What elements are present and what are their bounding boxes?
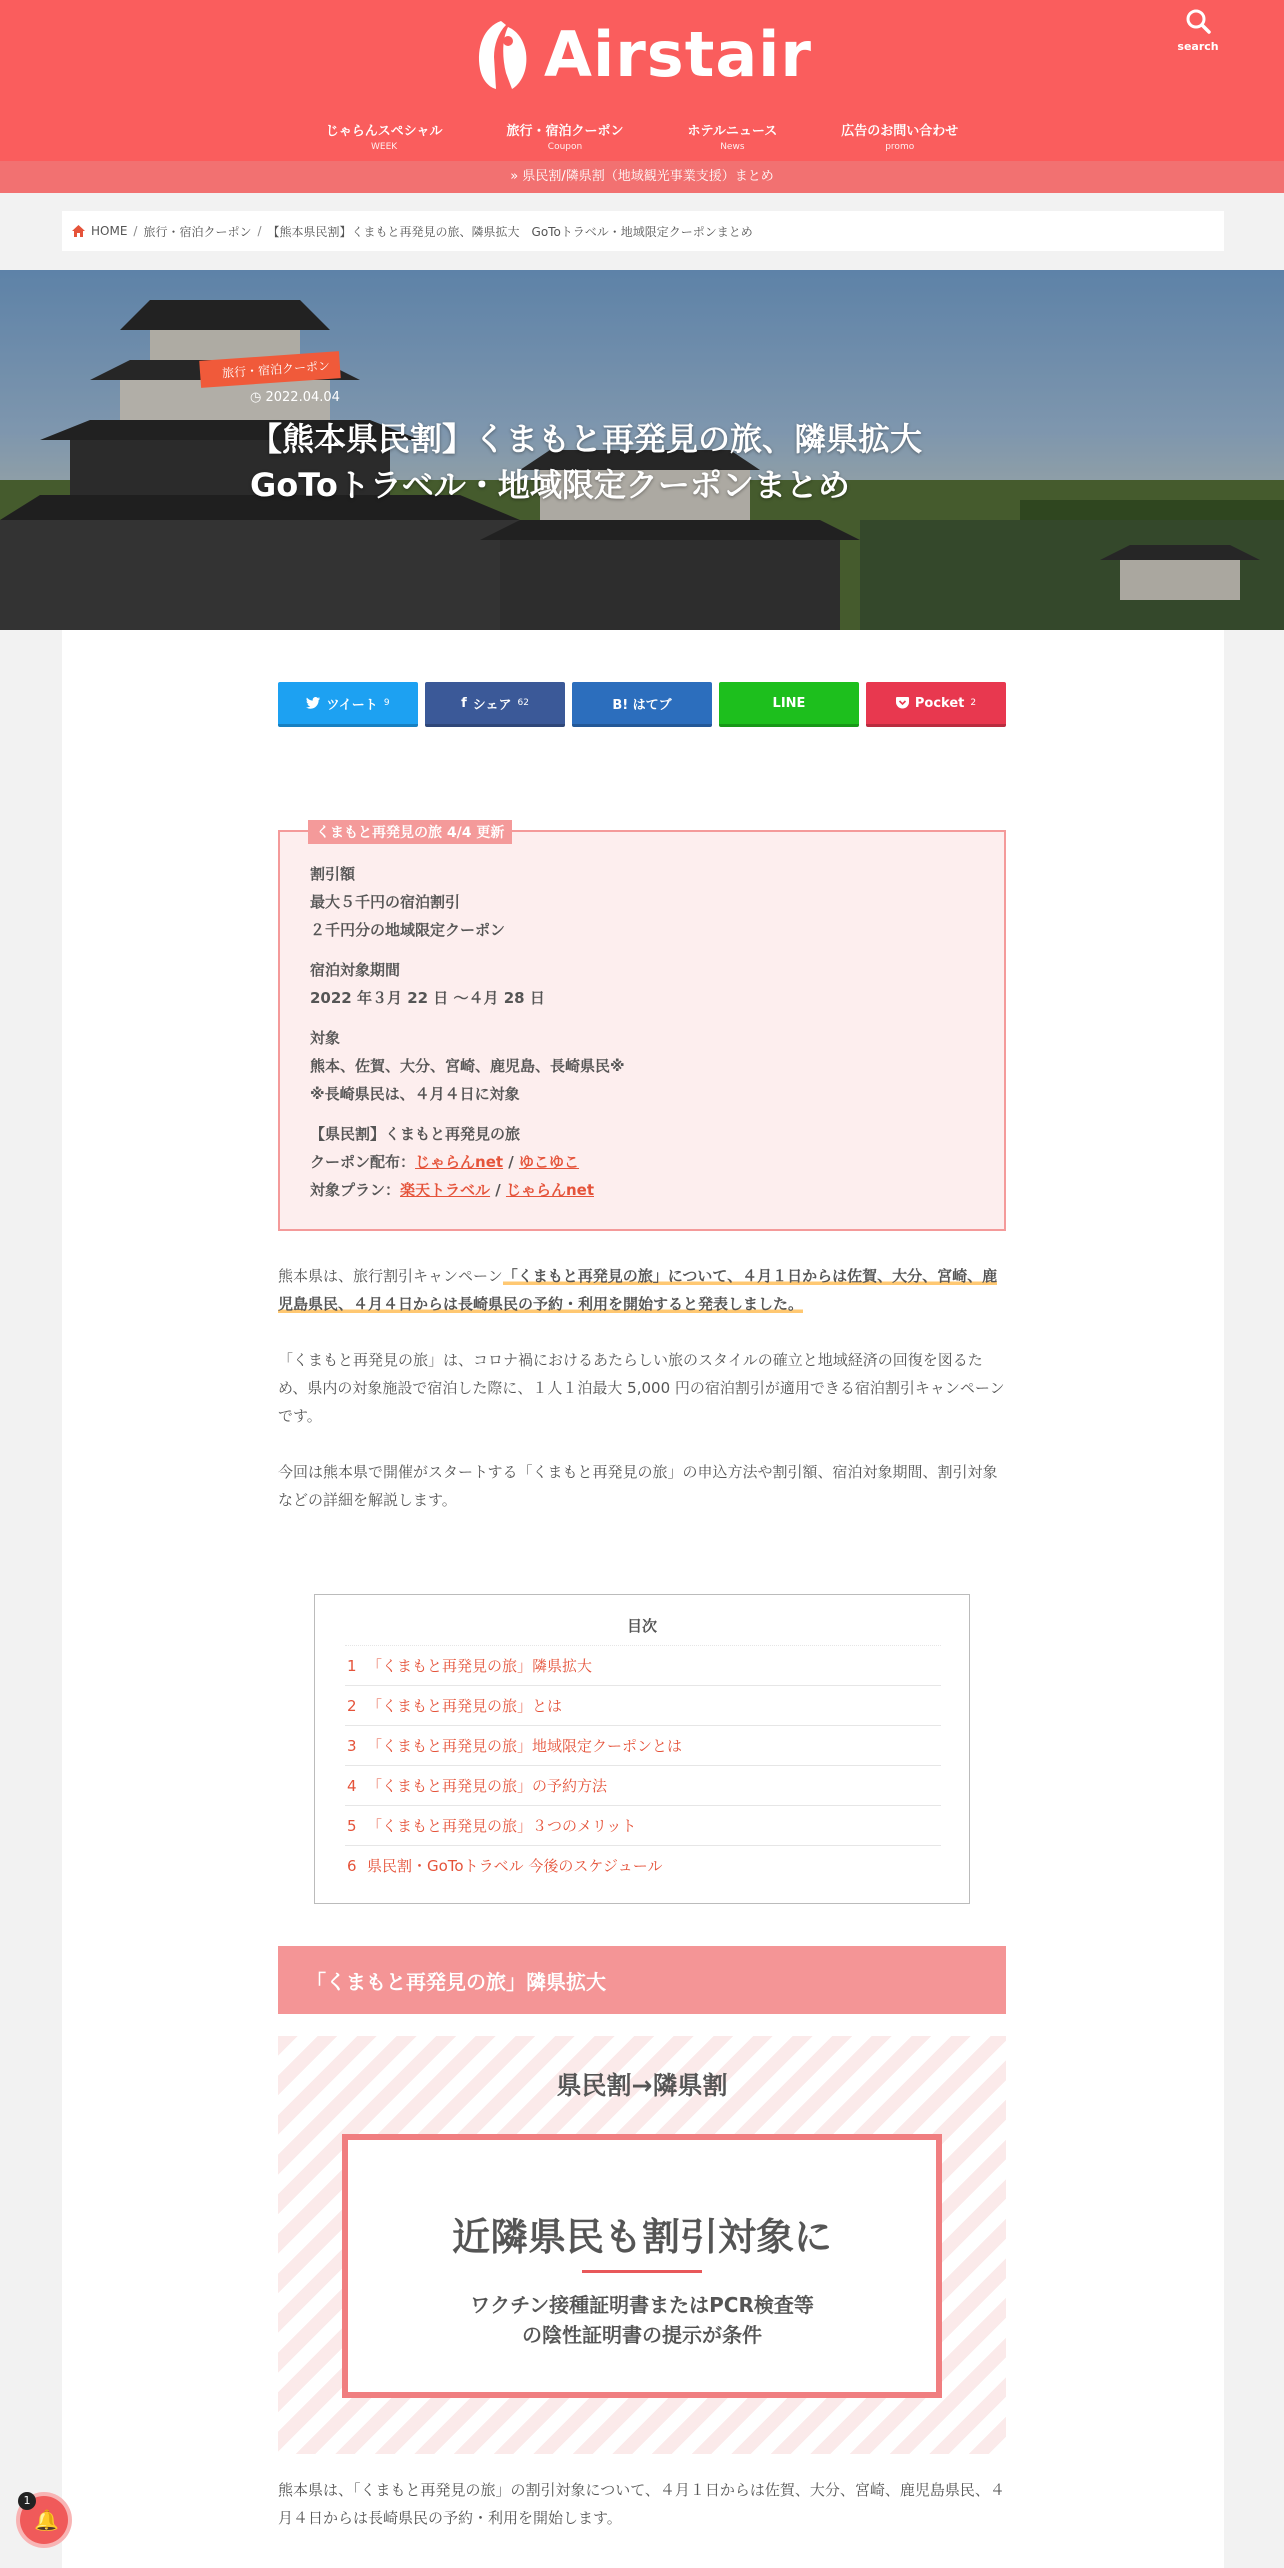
breadcrumb-home[interactable]: HOME bbox=[91, 224, 128, 238]
coupon-link-jalan[interactable]: じゃらんnet bbox=[415, 1153, 504, 1171]
hero-banner bbox=[0, 270, 1284, 630]
tweet-button[interactable] bbox=[278, 682, 418, 727]
toc-label: 「くまもと再発見の旅」の予約方法 bbox=[367, 1777, 608, 1795]
notification-count: 1 bbox=[18, 2492, 36, 2510]
section-heading: 「くまもと再発見の旅」隣県拡大 bbox=[278, 1946, 1006, 2014]
campaign-name: 【県民割】くまもと再発見の旅 bbox=[310, 1125, 521, 1143]
summary-box-body: 割引額 最大５千円の宿泊割引 ２千円分の地域限定クーポン 宿泊対象期間 2022 年３月 22 日 ～４月 28 日 対象 熊本、佐賀、大分、宮崎、鹿児島、長崎県民※ ※長崎県民は、４月４日に対象 【県民割】くまもと再発見の旅 クーポン配布：じゃらんnet / ゆこゆこ 対象プラン：楽天トラベル / じゃらんnet bbox=[310, 865, 625, 1199]
toc-item[interactable] bbox=[345, 1725, 941, 1765]
figure-subtext-line2: の陰性証明書の提示が条件 bbox=[522, 2323, 762, 2347]
intro-p1-highlight: 「くまもと再発見の旅」について、４月１日からは佐賀、大分、宮崎、鹿児島県民、４月４日からは長崎県民の予約・利用を開始すると発表しました。 bbox=[278, 1267, 998, 1313]
search-icon bbox=[1185, 8, 1211, 34]
nav-item-promo[interactable] bbox=[841, 120, 958, 152]
plan-link-rakuten[interactable]: 楽天トラベル bbox=[400, 1181, 491, 1199]
toc-num: 5 bbox=[347, 1816, 357, 1835]
search-label: search bbox=[1177, 40, 1219, 53]
site-header bbox=[0, 0, 1284, 193]
nav-item-special[interactable] bbox=[326, 120, 443, 152]
nav-label: ホテルニュース bbox=[687, 124, 778, 139]
facebook-icon: f bbox=[461, 695, 467, 711]
breadcrumb bbox=[62, 211, 1224, 251]
category-tag-label: 旅行・宿泊クーポン bbox=[221, 358, 331, 381]
toc-title: 目次 bbox=[626, 1617, 657, 1635]
breadcrumb-current: 【熊本県民割】くまもと再発見の旅、隣県拡大 GoToトラベル・地域限定クーポンまとめ bbox=[267, 224, 753, 239]
search-button[interactable] bbox=[1175, 8, 1221, 53]
toc-list bbox=[345, 1645, 941, 1885]
discount-line1: 最大５千円の宿泊割引 bbox=[310, 893, 461, 911]
intro-paragraph-2: 「くまもと再発見の旅」は、コロナ禍におけるあたらしい旅のスタイルの確立と地域経済の回復を図るため、県内の対象施設で宿泊した際に、１人１泊最大 5,000 円の宿泊割引が適用できる宿泊割引キャンペーンです。 bbox=[278, 1351, 1005, 1425]
plan-label: 対象プラン： bbox=[310, 1181, 401, 1199]
period-label: 宿泊対象期間 bbox=[310, 961, 401, 979]
summary-box bbox=[278, 825, 1006, 1231]
notification-button[interactable] bbox=[20, 2496, 68, 2544]
toc-label: 県民割・GoToトラベル 今後のスケジュール bbox=[367, 1857, 663, 1875]
figure-divider bbox=[582, 2270, 702, 2273]
figure-subtext bbox=[348, 2290, 936, 2350]
summary-box-title: くまもと再発見の旅 4/4 更新 bbox=[308, 820, 512, 844]
intro-paragraph-1 bbox=[278, 1262, 1006, 1318]
page-title-line1: 【熊本県民割】くまもと再発見の旅、隣県拡大 bbox=[250, 420, 923, 458]
share-count: 2 bbox=[970, 698, 977, 708]
intro-paragraph-3: 今回は熊本県で開催がスタートする「くまもと再発見の旅」の申込方法や割引額、宿泊対象期間、割引対象などの詳細を解説します。 bbox=[278, 1463, 998, 1509]
share-label: LINE bbox=[772, 695, 806, 711]
nav-label: 旅行・宿泊クーポン bbox=[506, 124, 624, 139]
toc-num: 2 bbox=[347, 1696, 357, 1715]
breadcrumb-category[interactable]: 旅行・宿泊クーポン bbox=[143, 224, 252, 239]
article-body bbox=[62, 630, 1224, 2568]
figure-main-text: 近隣県民も割引対象に bbox=[451, 2215, 832, 2259]
pocket-button[interactable] bbox=[866, 682, 1006, 727]
share-label: シェア bbox=[472, 697, 512, 713]
twitter-icon bbox=[306, 697, 320, 709]
figure-subtext-line1: ワクチン接種証明書またはPCR検査等 bbox=[470, 2293, 814, 2317]
publish-date-value: 2022.04.04 bbox=[265, 390, 340, 405]
plan-link-jalan[interactable]: じゃらんnet bbox=[505, 1181, 594, 1199]
toc-item[interactable] bbox=[345, 1645, 941, 1685]
publish-date bbox=[250, 390, 340, 405]
nav-sublabel: Coupon bbox=[547, 142, 583, 152]
bell-icon: 🔔 bbox=[34, 2508, 59, 2532]
share-count: 62 bbox=[517, 698, 529, 708]
pocket-icon bbox=[896, 697, 909, 709]
toc-item[interactable] bbox=[345, 1685, 941, 1725]
toc-item[interactable] bbox=[345, 1845, 941, 1885]
toc-item[interactable] bbox=[345, 1765, 941, 1805]
share-buttons bbox=[278, 682, 1006, 727]
discount-label: 割引額 bbox=[310, 865, 356, 883]
share-label: ツイート bbox=[326, 697, 378, 713]
breadcrumb-separator: / bbox=[257, 224, 262, 238]
nav-sublabel: WEEK bbox=[371, 142, 398, 152]
share-label: Pocket bbox=[914, 695, 965, 711]
target-line2: ※長崎県民は、４月４日に対象 bbox=[310, 1085, 520, 1103]
toc-label: 「くまもと再発見の旅」地域限定クーポンとは bbox=[367, 1737, 683, 1755]
coupon-label: クーポン配布： bbox=[310, 1153, 416, 1171]
nav-sublabel: News bbox=[720, 142, 745, 152]
share-label: B! はてブ bbox=[612, 697, 672, 713]
toc-num: 1 bbox=[347, 1656, 357, 1675]
site-logo[interactable] bbox=[0, 14, 1284, 94]
toc-num: 6 bbox=[347, 1856, 357, 1875]
nav-item-coupon[interactable] bbox=[507, 120, 624, 152]
toc-label: 「くまもと再発見の旅」隣県拡大 bbox=[367, 1657, 593, 1675]
section-paragraph-1: 熊本県は、「くまもと再発見の旅」の割引対象について、４月１日からは佐賀、大分、宮崎、鹿児島県民、４月４日からは長崎県民の予約・利用を開始します。 bbox=[278, 2481, 1005, 2527]
breadcrumb-separator: / bbox=[133, 224, 138, 238]
target-line1: 熊本、佐賀、大分、宮崎、鹿児島、長崎県民※ bbox=[310, 1057, 625, 1075]
section-figure bbox=[278, 2036, 1006, 2454]
global-nav bbox=[0, 120, 1284, 152]
nav-label: じゃらんスペシャル bbox=[325, 124, 443, 139]
page-title bbox=[250, 416, 1010, 508]
toc-num: 3 bbox=[347, 1736, 357, 1755]
subnav-link[interactable]: » 県民割/隣県割（地域観光事業支援）まとめ bbox=[0, 161, 1284, 193]
hatena-bookmark-button[interactable] bbox=[572, 682, 712, 727]
page-title-line2: GoToトラベル・地域限定クーポンまとめ bbox=[250, 466, 850, 504]
home-icon bbox=[72, 225, 85, 237]
nav-label: 広告のお問い合わせ bbox=[841, 124, 959, 139]
period-value: 2022 年３月 22 日 ～４月 28 日 bbox=[310, 989, 545, 1007]
toc-label: 「くまもと再発見の旅」３つのメリット bbox=[367, 1817, 637, 1835]
discount-line2: ２千円分の地域限定クーポン bbox=[310, 921, 506, 939]
figure-heading: 県民割→隣県割 bbox=[556, 2071, 728, 2100]
toc-label: 「くまもと再発見の旅」とは bbox=[367, 1697, 563, 1715]
toc-num: 4 bbox=[347, 1776, 357, 1795]
facebook-share-button[interactable] bbox=[425, 682, 565, 727]
target-label: 対象 bbox=[310, 1029, 341, 1047]
table-of-contents bbox=[314, 1594, 970, 1904]
nav-sublabel: promo bbox=[885, 142, 915, 152]
line-share-button[interactable] bbox=[719, 682, 859, 727]
nav-item-news[interactable] bbox=[688, 120, 778, 152]
figure-frame bbox=[342, 2134, 942, 2398]
logo-mark-icon bbox=[472, 17, 530, 91]
toc-item[interactable] bbox=[345, 1805, 941, 1845]
logo-text: Airstair bbox=[543, 17, 813, 91]
clock-icon: ◷ bbox=[250, 390, 266, 405]
share-count: 9 bbox=[383, 698, 390, 708]
intro-p1-prefix: 熊本県は、旅行割引キャンペーン bbox=[278, 1267, 503, 1285]
coupon-link-yukoyuko[interactable]: ゆこゆこ bbox=[518, 1153, 579, 1171]
